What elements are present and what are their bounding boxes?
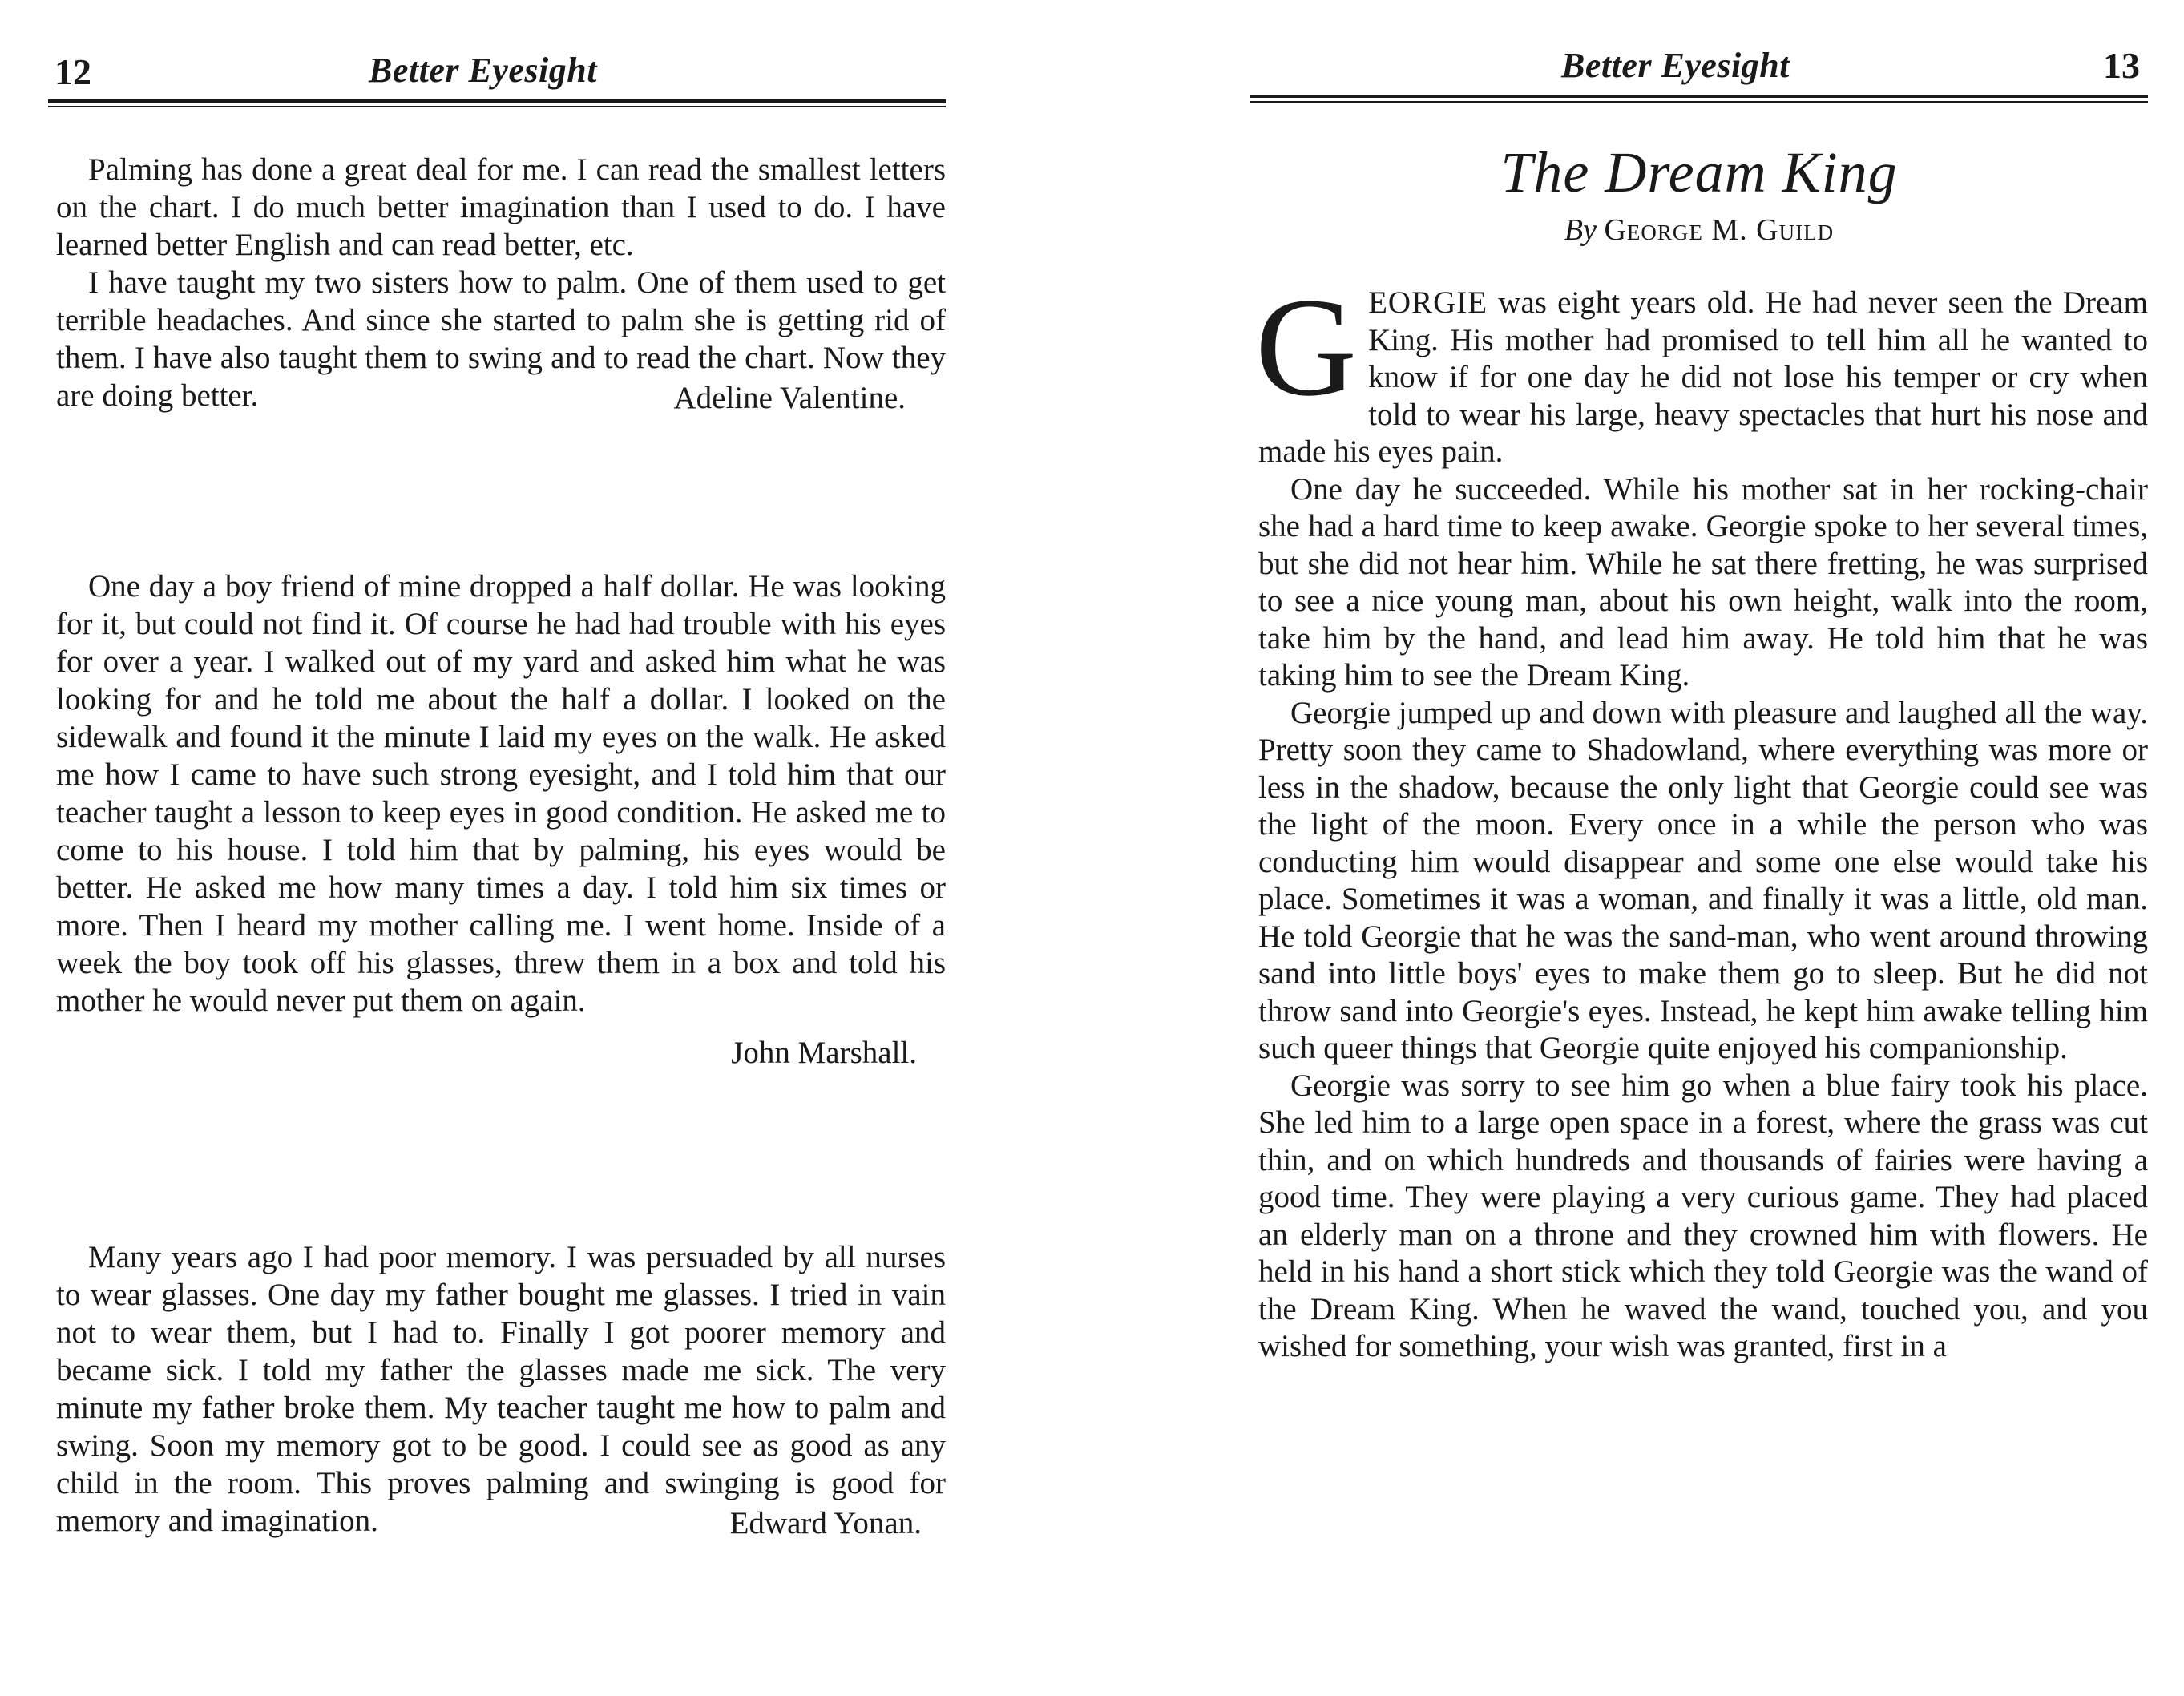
story-title: The Dream King [1500,140,1898,204]
lead-word: EORGIE [1368,285,1488,320]
letter-paragraph: Palming has done a great deal for me. I can read the smallest letters on the chart. I do much better imagination than I used to do. I have learned better English and can read better, etc. [56,152,946,262]
letter [56,1238,946,1542]
page-number: 13 [2103,45,2140,86]
byline-author: George M. Guild [1604,213,1835,247]
header-rule [1250,95,2148,98]
running-head [1250,0,2148,86]
letter-paragraph: Many years ago I had poor memory. I was persuaded by all nurses to wear glasses. One day my father bought me glasses. I tried in vain not to wear them, but I had to. Finally I got poorer memory and became sick. I told my father the glasses made me sick. The very minute my father broke them. My teacher taught me how to palm and swing. Soon my memory got to be good. I could see as good as any child in the room. This proves palming and swinging is good for memory and imagination. [56,1240,946,1538]
journal-title: Better Eyesight [369,50,597,90]
story-paragraph: Georgie jumped up and down with pleasure and laughed all the way. Pretty soon they came to Shadowland, where everything was more or less in the shadow, because the only light that Georgie could see was the light of the moon. Every once in a while the person who was conducting him would disappear and some one else would take his place. Sometimes it was a woman, and finally it was a little, old man. He told Georgie that he was the sand-man, who went around throwing sand into little boys' eyes to make them go to sleep. But he did not throw sand into Georgie's eyes. Instead, he kept him awake telling him such queer things that Georgie quite enjoyed his companionship. [1258,695,2148,1065]
running-head [48,0,946,92]
header-rule [1250,101,2148,103]
story-paragraph: One day he succeeded. While his mother sat in her rocking-chair she had a hard time to keep awake. Georgie spoke to her several times, but she did not hear him. While he sat there fretting, he was surprised to see a nice young man, about his own height, walk into the room, take him by the hand, and lead him away. He told him that he was taking him to see the Dream King. [1258,471,2148,693]
story-body [1255,269,2148,1366]
byline-by: By [1564,213,1597,247]
letter [56,567,946,1072]
page-number: 12 [54,51,91,92]
drop-cap: G [1255,269,1358,426]
story-paragraph: Georgie was sorry to see him go when a blue fairy took his place. She led him to a large open space in a forest, where the grass was cut thin, and on which hundreds and thousands of fairies were having a good time. They were playing a very curious game. They had placed an elderly man on a throne and they crowned him with flowers. He held in his hand a short stick which they told Georgie was the wand of the Dream King. When he waved the wand, touched you, and you wished for something, your wish was granted, first in a [1258,1068,2148,1363]
journal-title: Better Eyesight [1561,46,1790,85]
signature: John Marshall. [731,1036,917,1070]
story-paragraph [1255,269,2148,471]
signature: Adeline Valentine. [673,381,906,415]
left-page [48,0,946,1696]
letter [56,151,946,417]
letter-paragraph: One day a boy friend of mine dropped a half dollar. He was looking for it, but could not find it. Of course he had had trouble with his eyes for over a year. I walked out of my yard and asked him what he was looking for and he told me about the half a dollar. I looked on the sidewalk and found it the minute I laid my eyes on the walk. He asked me how I came to have such strong eyesight, and I told him that our teacher taught a lesson to keep eyes in good condition. He asked me to come to his house. I told him that by palming, his eyes would be better. He asked me how many times a day. I told him six times or more. Then I heard my mother calling me. I went home. Inside of a week the boy took off his glasses, threw them in a box and told his mother he would never put them on again. [56,569,946,1018]
signature: Edward Yonan. [729,1506,922,1541]
paragraph-text: was eight years old. He had never seen the Dream King. His mother had promised to tell him all he wanted to know if for one day he did not lose his temper or cry when told to wear his large, heavy spectacles that hurt his nose and made his eyes pain. [1258,285,2148,469]
header-rule [48,99,946,103]
byline [1250,210,2148,250]
right-page [1250,0,2148,1696]
header-rule [48,106,946,107]
letter-paragraph: I have taught my two sisters how to palm. One of them used to get terrible headaches. And since she started to palm she is getting rid of them. I have also taught them to swing and to read the chart. Now they are doing better. [56,265,946,413]
